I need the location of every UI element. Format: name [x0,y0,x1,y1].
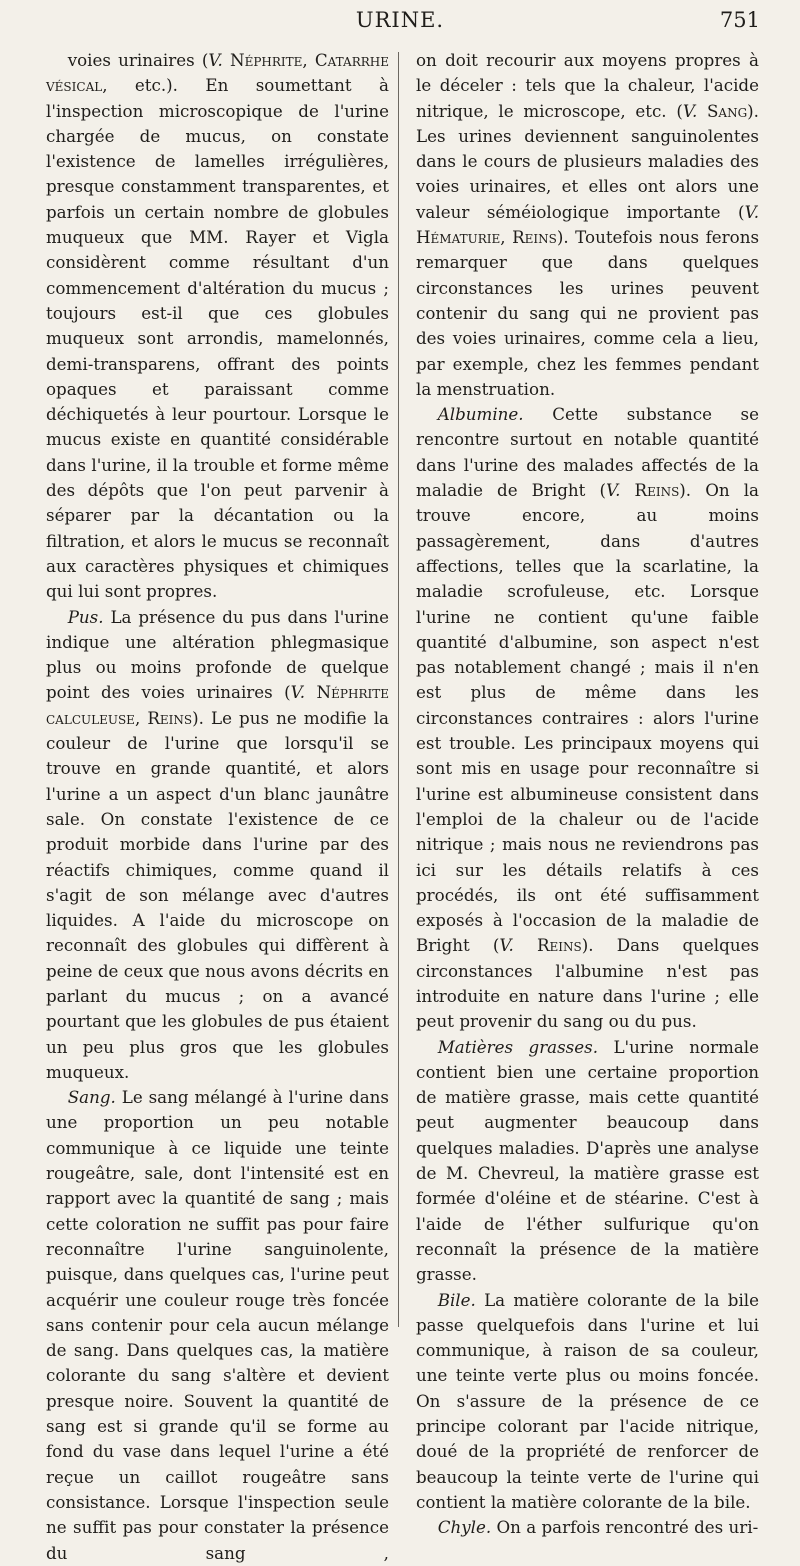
italic-run: V. [682,100,698,121]
small-caps-run: Reins [620,480,680,501]
italic-run: V. [605,480,621,501]
italic-run: V. [744,201,759,222]
text-run: , [134,707,148,728]
text-run: ). Les urines deviennent sanguinolentes dans le cours de plusieurs maladies des voies urinaires, et elles ont alors une valeur séméiologique importante ( [416,100,759,222]
italic-run: Albumine. [437,404,524,425]
small-caps-run: Catarrhe vésical [46,50,389,96]
paragraph [46,48,389,605]
text-run: ). On la trouve encore, au moins passagèrement, dans d'autres affections, telles que la scarlatine, la maladie scrofuleuse, etc. Lorsque l'urine ne contient qu'une faible quantité d'albumine, son aspect n'est pas notablement changé ; mais il n'en est plus de même dans les circonstances contraires : alors l'urine est trouble. Les principaux moyens qui sont mis en usage pour reconnaître si l'urine est albumineuse consistent dans l'emploi de la chaleur ou de l'acide nitrique ; mais nous ne reviendrons pas ici sur les détails relatifs à ces procédés, ils ont été suffisamment exposés à l'occasion de la maladie de Bright ( [416,480,759,956]
text-run: , etc.). En soumettant à l'inspection microscopique de l'urine chargée de mucus, on constate l'existence de lamelles irrégulières, presque constamment transparentes, et parfois un certain nombre de globules muqueux que MM. Rayer et Vigla considèrent comme résultant d'un commencement d'altération du mucus ; toujours est-il que ces globules muqueux sont arrondis, mamelonnés, demi-transparens, offrant des points opaques et paraissant comme déchiquetés à leur pourtour. Lorsque le mucus existe en quantité considérable dans l'urine, il la trouble et forme même des dépôts que l'on peut parvenir à séparer par la décantation ou la filtration, et alors le mucus se reconnaît aux caractères physiques et chimiques qui lui sont propres. [46,75,389,602]
paragraph [416,48,759,402]
text-run: ). Toutefois nous ferons remarquer que dans quelques circonstances les urines peuvent contenir du sang qui ne provient pas des voies urinaires, comme cela a lieu, par exemple, chez les femmes pendant la menstruation. [416,227,760,399]
italic-run: Chyle. [437,1517,492,1538]
page-number: 751 [719,8,760,32]
running-title: URINE. [355,8,445,32]
page-header [40,8,760,38]
italic-run: Matières grasses. [437,1036,598,1057]
small-caps-run: Reins [512,227,557,248]
paragraph [46,1085,389,1566]
column-divider [398,52,399,1327]
small-caps-run: Reins [147,707,193,728]
text-run: La présence du pus dans l'urine indique une altération phlegmasique plus ou moins profonde de quelque point des voies urinaires ( [46,606,389,703]
italic-run: Pus. [67,606,104,627]
small-caps-run: Néphrite [222,50,303,70]
text-run: L'urine normale contient bien une certaine proportion de matière grasse, mais cette quantité peut augmenter beaucoup dans quelques maladies. D'après une analyse de M. Chevreul, la matière grasse est formée d'oléine et de stéarine. C'est à l'aide de l'éther sulfurique qu'on reconnaît la présence de la matière grasse. [416,1036,759,1285]
small-caps-run: Hématurie [416,227,501,248]
paragraph [416,1515,759,1540]
text-run: Cette substance se rencontre surtout en notable quantité dans l'urine des malades affectés de la maladie de Bright ( [416,404,759,501]
text-run: La matière colorante de la bile passe quelquefois dans l'urine et lui communique, à raison de sa couleur, une teinte verte plus ou moins foncée. On s'assure de la présence de ce principe colorant par l'acide nitrique, doué de la propriété de renforcer de beaucoup la teinte verte de l'urine qui contient la matière colorante de la bile. [416,1289,759,1512]
text-run: On a parfois rencontré des uri- [491,1517,759,1538]
small-caps-run: Reins [513,935,582,956]
text-run: voies urinaires ( [67,50,209,70]
italic-run: V. [290,682,306,703]
paragraph [416,1035,759,1288]
paragraph [46,605,389,1086]
italic-run: Sang. [67,1087,116,1108]
text-run: ). Dans quelques circonstances l'albumine n'est pas introduite en nature dans l'urine ; elle peut provenir du sang ou du pus. [416,935,760,1032]
text-run: Le sang mélangé à l'urine dans une proportion un peu notable communique à ce liquide une teinte rougeâtre, sale, dont l'intensité est en rapport avec la quantité de sang ; mais cette coloration ne suffit pas pour faire reconnaître l'urine sanguinolente, puisque, dans quelques cas, l'urine peut acquérir une couleur rouge très foncée sans contenir pour cela aucun mélange de sang. Dans quelques cas, la matière colorante du sang s'altère et devient presque noire. Souvent la quantité de sang est si grande qu'il se forme au fond du vase dans lequel l'urine a été reçue un caillot rougeâtre sans consistance. Lorsque l'inspection seule ne suffit pas pour constater la présence du sang , [46,1087,389,1563]
paragraph [416,402,759,1034]
left-column [46,48,389,1566]
paragraph [416,1288,759,1516]
italic-run: Bile. [437,1289,476,1310]
small-caps-run: Néphrite calculeuse [46,682,389,728]
right-column [416,48,759,1541]
text-run: on doit recourir aux moyens propres à le déceler : tels que la chaleur, l'acide nitrique, le microscope, etc. ( [416,50,759,121]
text-run: , [302,50,315,70]
italic-run: V. [499,935,514,956]
text-run: , [500,227,513,248]
italic-run: V. [208,50,223,70]
text-run: ). Le pus ne modifie la couleur de l'urine que lorsqu'il se trouve en grande quantité, et alors l'urine a un aspect d'un blanc jaunâtre sale. On constate l'existence de ce produit morbide dans l'urine par des réactifs chimiques, comme quand il s'agit de son mélange avec d'autres liquides. A l'aide du microscope on reconnaît des globules qui diffèrent à peine de ceux que nous avons décrits en parlant du mucus ; on a avancé pourtant que les globules de pus étaient un peu plus gros que les globules muqueux. [46,707,390,1082]
small-caps-run: Sang [697,100,748,121]
